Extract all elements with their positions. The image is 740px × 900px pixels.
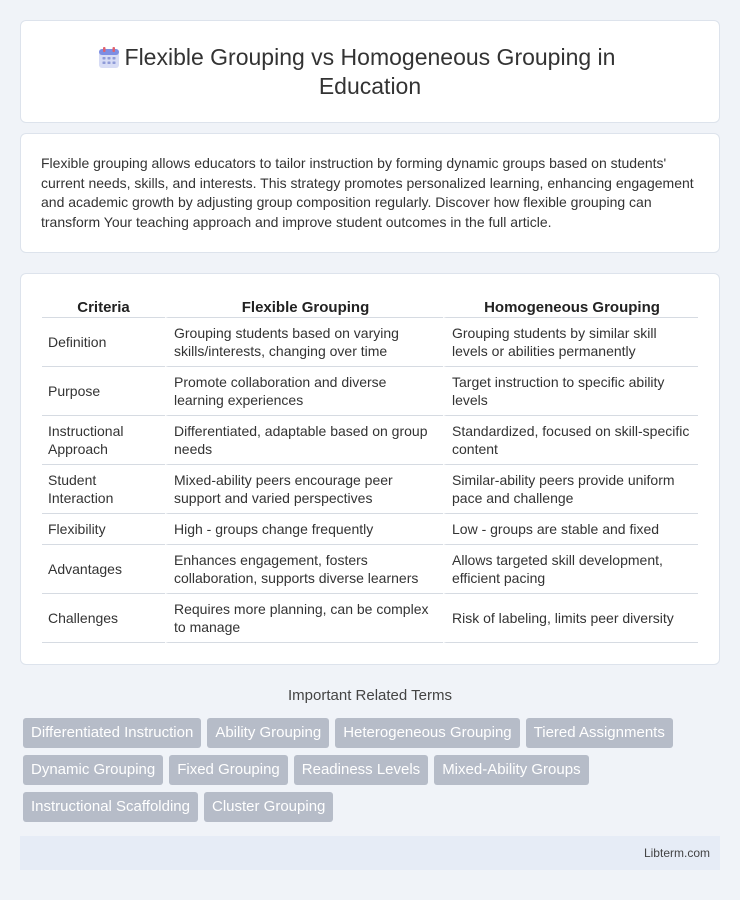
table-row — [42, 465, 698, 514]
flexible-cell: Grouping students based on varying skills/interests, changing over time — [165, 318, 443, 367]
homogeneous-cell: Standardized, focused on skill-specific content — [443, 416, 698, 465]
term-tag[interactable]: Readiness Levels — [294, 755, 428, 785]
homogeneous-cell: Similar-ability peers provide uniform pace and challenge — [443, 465, 698, 514]
flexible-cell: Differentiated, adaptable based on group needs — [165, 416, 443, 465]
term-tag[interactable]: Dynamic Grouping — [23, 755, 163, 785]
footer-site-link[interactable]: Libterm.com — [643, 846, 710, 860]
flexible-cell: Mixed-ability peers encourage peer support and varied perspectives — [165, 465, 443, 514]
header-flexible-grouping: Flexible Grouping — [165, 296, 443, 318]
page-title-line2: Education — [318, 73, 422, 99]
criteria-cell: Student Interaction — [42, 465, 165, 514]
flexible-cell: Promote collaboration and diverse learning experiences — [165, 367, 443, 416]
criteria-cell: Instructional Approach — [42, 416, 165, 465]
criteria-cell: Purpose — [42, 367, 165, 416]
homogeneous-cell: Risk of labeling, limits peer diversity — [443, 594, 698, 643]
homogeneous-cell: Grouping students by similar skill levels or abilities permanently — [443, 318, 698, 367]
flexible-cell: High - groups change frequently — [165, 514, 443, 545]
criteria-cell: Flexibility — [42, 514, 165, 545]
criteria-cell: Definition — [42, 318, 165, 367]
comparison-card — [20, 273, 720, 665]
footer — [20, 836, 720, 870]
header-criteria: Criteria — [42, 296, 165, 318]
term-tag[interactable]: Mixed-Ability Groups — [434, 755, 588, 785]
comparison-table — [42, 296, 698, 643]
related-terms-list — [23, 718, 723, 822]
page-title — [21, 43, 719, 101]
homogeneous-cell: Low - groups are stable and fixed — [443, 514, 698, 545]
term-tag[interactable]: Heterogeneous Grouping — [335, 718, 519, 748]
intro-card — [20, 133, 720, 253]
intro-text: Flexible grouping allows educators to tailor instruction by forming dynamic groups based on students' current needs, skills, and interests. This strategy promotes personalized learning, enhancing engagement and academic growth by adjusting group composition regularly. Discover how flexible grouping can transform Your teaching approach and improve student outcomes in the full article. — [41, 155, 694, 230]
homogeneous-cell: Allows targeted skill development, efficient pacing — [443, 545, 698, 594]
page-title-line1: Flexible Grouping vs Homogeneous Grouping in — [124, 44, 616, 70]
homogeneous-cell: Target instruction to specific ability levels — [443, 367, 698, 416]
term-tag[interactable]: Fixed Grouping — [169, 755, 288, 785]
related-terms-title: Important Related Terms — [288, 687, 452, 704]
term-tag[interactable]: Cluster Grouping — [204, 792, 333, 822]
criteria-cell: Challenges — [42, 594, 165, 643]
flexible-cell: Requires more planning, can be complex to manage — [165, 594, 443, 643]
title-card — [20, 20, 720, 123]
table-header-row — [42, 296, 698, 318]
term-tag[interactable]: Differentiated Instruction — [23, 718, 201, 748]
table-row — [42, 545, 698, 594]
table-row — [42, 367, 698, 416]
table-row — [42, 318, 698, 367]
criteria-cell: Advantages — [42, 545, 165, 594]
term-tag[interactable]: Ability Grouping — [207, 718, 329, 748]
term-tag[interactable]: Instructional Scaffolding — [23, 792, 198, 822]
header-homogeneous-grouping: Homogeneous Grouping — [443, 296, 698, 318]
table-row — [42, 594, 698, 643]
term-tag[interactable]: Tiered Assignments — [526, 718, 673, 748]
flexible-cell: Enhances engagement, fosters collaboration, supports diverse learners — [165, 545, 443, 594]
table-row — [42, 416, 698, 465]
table-row — [42, 514, 698, 545]
